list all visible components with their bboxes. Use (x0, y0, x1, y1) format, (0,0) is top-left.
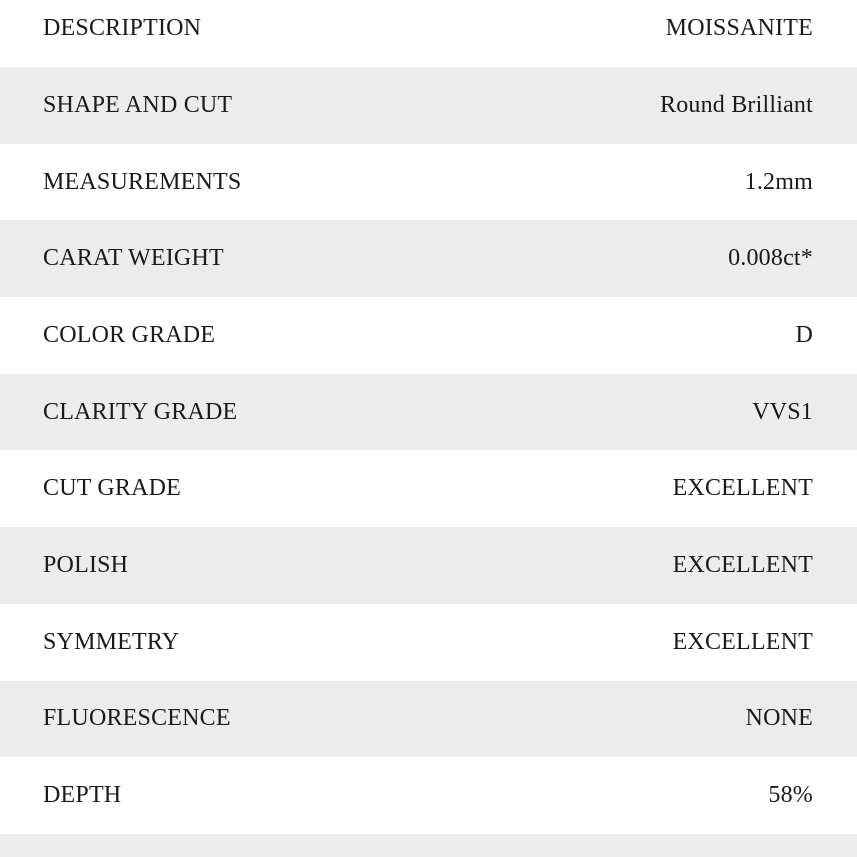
spec-value: VVS1 (752, 398, 813, 425)
spec-label: MEASUREMENTS (43, 168, 242, 195)
spec-value: EXCELLENT (672, 551, 813, 578)
spec-row-depth (0, 757, 857, 834)
spec-row-symmetry (0, 604, 857, 681)
spec-value: EXCELLENT (672, 475, 813, 502)
spec-label: CUT GRADE (43, 475, 182, 502)
spec-value: MOISSANITE (665, 15, 813, 41)
spec-label: SYMMETRY (43, 628, 180, 655)
spec-row-carat-weight (0, 220, 857, 297)
spec-label: POLISH (43, 551, 129, 578)
spec-value: 58% (768, 782, 813, 809)
spec-value: Round Brilliant (660, 91, 813, 118)
spec-row-cut-grade (0, 450, 857, 527)
spec-row-cutoff (0, 834, 857, 857)
spec-row-measurements (0, 144, 857, 221)
spec-value: 1.2mm (744, 168, 813, 195)
spec-label: CLARITY GRADE (43, 398, 238, 425)
spec-value: D (795, 321, 813, 348)
spec-label: COLOR GRADE (43, 321, 216, 348)
spec-row-description (0, 0, 857, 67)
spec-row-polish (0, 527, 857, 604)
spec-row-shape-and-cut (0, 67, 857, 144)
spec-label: FLUORESCENCE (43, 705, 231, 732)
spec-value: NONE (745, 705, 813, 732)
spec-row-color-grade (0, 297, 857, 374)
spec-row-clarity-grade (0, 374, 857, 451)
spec-label: DEPTH (43, 782, 122, 809)
spec-label: CARAT WEIGHT (43, 245, 224, 272)
spec-row-fluorescence (0, 681, 857, 758)
spec-value: 0.008ct* (728, 245, 813, 272)
spec-label: DESCRIPTION (43, 15, 202, 41)
spec-value: EXCELLENT (672, 628, 813, 655)
spec-label: SHAPE AND CUT (43, 91, 233, 118)
